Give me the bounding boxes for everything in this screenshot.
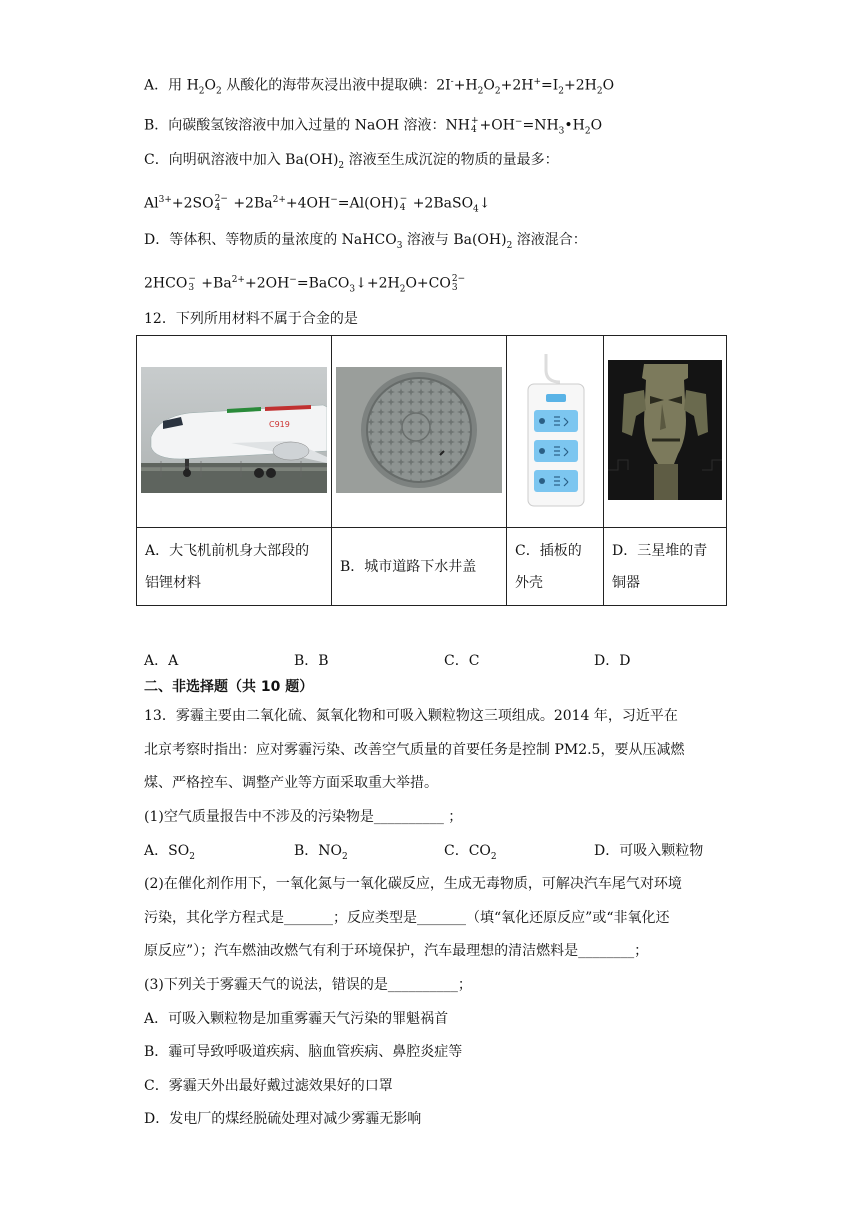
- svg-text:C919: C919: [269, 419, 290, 429]
- bronze-mask-image: [608, 360, 722, 500]
- q13-sub1-option-b: B．$NO_2$: [294, 843, 348, 862]
- power-strip-image-cell: [507, 336, 604, 528]
- manhole-cover-image: [336, 367, 502, 493]
- section-heading: 二、非选择题（共 10 题）: [144, 679, 314, 695]
- q12-option-a: A．A: [144, 653, 179, 669]
- q11-option-c: C．向明矾溶液中加入 $Ba(OH)_2$ 溶液至生成沉淀的物质的量最多：: [144, 152, 559, 171]
- q12-image-table: [136, 335, 727, 606]
- q13-sub2-line-3: 原反应”）；汽车燃油改燃气有利于环境保护，汽车最理想的清洁燃料是________；: [144, 943, 649, 959]
- q13-sub2-line-1: (2)在催化剂作用下，一氧化氮与一氧化碳反应，生成无毒物质，可解决汽车尾气对环境: [144, 876, 682, 892]
- q11-option-d-equation: 2HCO − 3 $+Ba^{2+}+2OH^-=BaCO_3↓+2H_2O+CO$ 2− 3: [144, 273, 466, 295]
- aircraft-image-cell: [137, 336, 332, 528]
- aircraft-image: [141, 367, 327, 493]
- q13-para-line-1: 13．雾霾主要由二氧化硫、氮氧化物和可吸入颗粒物这三项组成。2014 年，习近平在: [144, 708, 678, 724]
- caption-b: B．城市道路下水井盖: [332, 528, 507, 606]
- q11-option-a: A．用 $H_2O_2$ 从酸化的海带灰浸出液中提取碘：$2I^-+H_2O_2+2H^+=I_2+2H_2O$: [144, 77, 615, 97]
- bronze-mask-image-cell: [604, 336, 727, 528]
- q11-option-c-equation: $Al^{3+}+2SO$ 2− 4 $+2Ba^{2+}+4OH^-=Al(OH)$ − 4 +2BaSO$_4$↓: [144, 193, 491, 215]
- q12-option-d: D．D: [594, 653, 631, 669]
- q13-para-line-2: 北京考察时指出：应对雾霾污染、改善空气质量的首要任务是控制 PM2.5，要从压减燃: [144, 742, 685, 758]
- q13-sub3-option-a: A．可吸入颗粒物是加重雾霾天气污染的罪魁祸首: [144, 1011, 449, 1027]
- q11-option-d: D．等体积、等物质的量浓度的 NaHCO$_3$ 溶液与 $Ba(OH)_2$ 溶液混合：: [144, 232, 587, 251]
- q13-sub3-option-b: B．霾可导致呼吸道疾病、脑血管疾病、鼻腔炎症等: [144, 1044, 463, 1060]
- power-strip-image: [516, 352, 594, 508]
- q11-option-b: B．向碳酸氢铵溶液中加入过量的 NaOH 溶液：NH + 4 $+OH^-=NH_3•H_2O$: [144, 115, 603, 137]
- caption-c: C．插板的外壳: [507, 528, 604, 606]
- q13-sub1-option-c: C．$CO_2$: [444, 843, 497, 862]
- manhole-image-cell: [332, 336, 507, 528]
- q13-sub3-option-d: D．发电厂的煤经脱硫处理对减少雾霾无影响: [144, 1111, 422, 1127]
- caption-a: A．大飞机前机身大部段的铝锂材料: [137, 528, 332, 606]
- q13-sub1-option-d: D．可吸入颗粒物: [594, 843, 704, 859]
- q13-para-line-3: 煤、严格控车、调整产业等方面采取重大举措。: [144, 775, 438, 791]
- q12-stem: 12．下列所用材料不属于合金的是: [144, 311, 358, 327]
- q12-option-b: B．B: [294, 653, 329, 669]
- q13-sub3: (3)下列关于雾霾天气的说法，错误的是__________；: [144, 977, 472, 993]
- q13-sub3-option-c: C．雾霾天外出最好戴过滤效果好的口罩: [144, 1078, 393, 1094]
- q13-sub2-line-2: 污染，其化学方程式是_______；反应类型是_______（填“氧化还原反应”或“非氧化还: [144, 910, 670, 926]
- q13-sub1-option-a: A．$SO_2$: [144, 843, 195, 862]
- q12-option-c: C．C: [444, 653, 480, 669]
- q13-sub1: (1)空气质量报告中不涉及的污染物是__________ ；: [144, 809, 463, 825]
- caption-d: D．三星堆的青铜器: [604, 528, 727, 606]
